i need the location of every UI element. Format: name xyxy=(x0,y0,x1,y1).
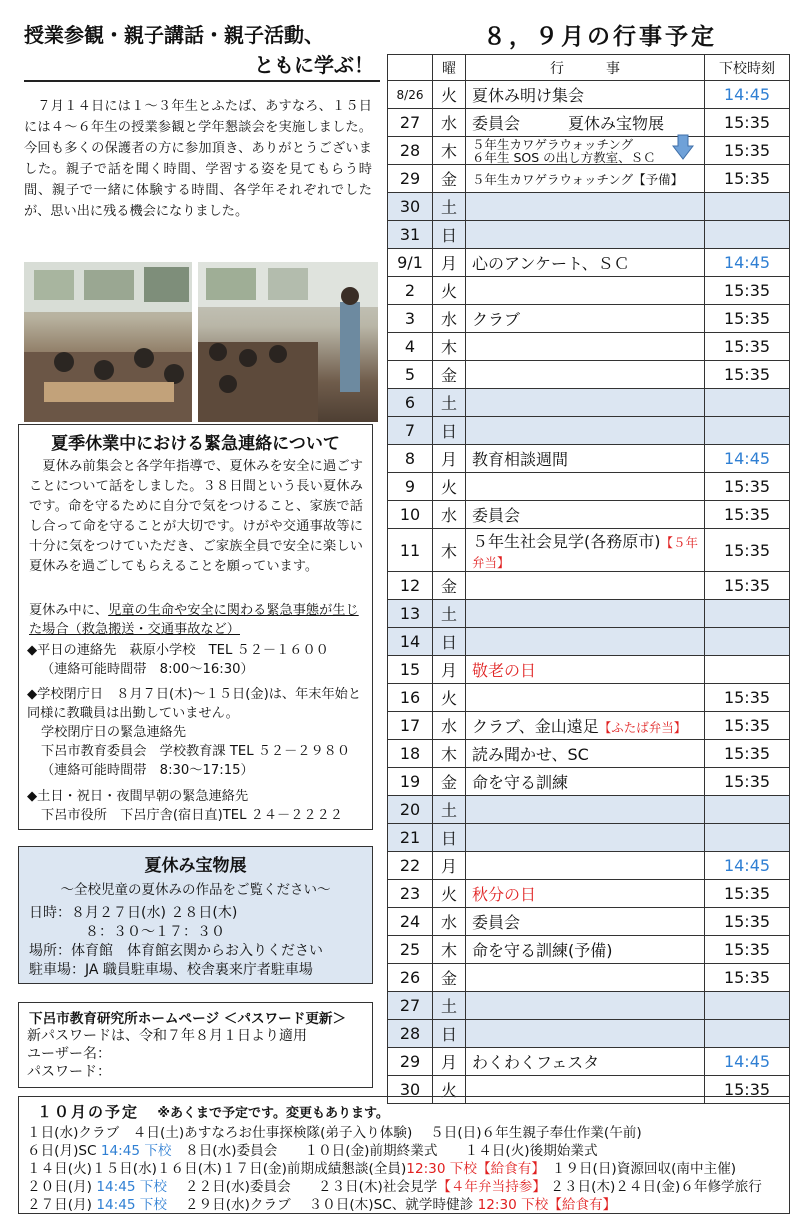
exhibit-details xyxy=(29,904,372,980)
schedule-row xyxy=(388,445,790,473)
schedule-time: 15:35 xyxy=(705,361,790,389)
schedule-event xyxy=(466,684,705,712)
october-line-2 xyxy=(27,1139,598,1159)
schedule-event-text: 委員会 xyxy=(472,506,521,525)
schedule-date: 9 xyxy=(388,473,433,501)
schedule-event xyxy=(466,1020,705,1048)
emergency-lead-plain: 夏休み中に、 xyxy=(29,603,109,618)
schedule-dow: 日 xyxy=(433,417,466,445)
schedule-time: 14:45 xyxy=(705,852,790,880)
emergency-weekday xyxy=(27,641,365,679)
article-title-line2: ともに学ぶ！ xyxy=(24,50,380,82)
schedule-event-text: わくわくフェスタ xyxy=(472,1053,600,1072)
schedule-time xyxy=(705,796,790,824)
schedule-row xyxy=(388,712,790,740)
schedule-date: 14 xyxy=(388,628,433,656)
schedule-time: 15:35 xyxy=(705,908,790,936)
schedule-dow: 木 xyxy=(433,333,466,361)
schedule-event-text: 命を守る訓練 xyxy=(472,773,569,792)
schedule-date: 26 xyxy=(388,964,433,992)
schedule-event xyxy=(466,852,705,880)
article-title xyxy=(24,20,380,82)
schedule-row xyxy=(388,473,790,501)
schedule-row xyxy=(388,740,790,768)
schedule-date: 17 xyxy=(388,712,433,740)
schedule-event xyxy=(466,417,705,445)
schedule-event xyxy=(466,501,705,529)
schedule-row xyxy=(388,333,790,361)
classroom-photo-2 xyxy=(198,262,378,422)
schedule-header xyxy=(388,55,790,81)
schedule-dow: 木 xyxy=(433,137,466,165)
schedule-dow: 水 xyxy=(433,109,466,137)
schedule-dow: 金 xyxy=(433,361,466,389)
article-body: ７月１４日には１～３年生とふたば、あすなろ、１５日には４～６年生の授業参観と学年懇談会を実施しました。今回も多くの保護者の方に参加頂き、ありがとうございました。親子で話を聞く時間、学習する姿を見てもらう時間、親子で一緒に体験する時間、各学年それぞれでしたが、思い出に残る機会になりました。 xyxy=(24,99,372,219)
schedule-date: 3 xyxy=(388,305,433,333)
schedule-time: 15:35 xyxy=(705,1076,790,1104)
schedule-time: 14:45 xyxy=(705,1048,790,1076)
schedule-row xyxy=(388,684,790,712)
schedule-time: 15:35 xyxy=(705,712,790,740)
password-title: 下呂市教育研究所ホームページ ＜パスワード更新＞ xyxy=(29,1011,347,1027)
schedule-date: 25 xyxy=(388,936,433,964)
schedule-date: 5 xyxy=(388,361,433,389)
october-l5b: 14:45 下校 xyxy=(96,1197,167,1213)
schedule-dow: 火 xyxy=(433,473,466,501)
schedule-dow: 金 xyxy=(433,572,466,600)
emergency-lead-underlined: 児童の生命や安全に関わる緊急事態が生じた場合（救急搬送・交通事故など） xyxy=(29,603,359,637)
october-l3c: １９日(日)資源回収(南中主催) xyxy=(538,1161,737,1177)
exhibit-box xyxy=(18,846,373,984)
schedule-row xyxy=(388,109,790,137)
closure-notice: ◆学校閉庁日 ８月７日(木)～１５日(金)は、年末年始と同様に教職員は出勤していません。 xyxy=(27,687,362,721)
exhibit-time: ８：３０～１７：３０ xyxy=(85,924,225,940)
schedule-event xyxy=(466,137,705,165)
october-l2c: ８日(水)委員会 １０日(金)前期終業式 １４日(火)後期始業式 xyxy=(171,1143,598,1159)
schedule-row xyxy=(388,880,790,908)
schedule-event xyxy=(466,277,705,305)
schedule-date: 29 xyxy=(388,165,433,193)
schedule-row xyxy=(388,936,790,964)
schedule-time xyxy=(705,824,790,852)
schedule-dow: 木 xyxy=(433,529,466,572)
schedule-event-text: ５年生カワゲラウォッチング【予備】 xyxy=(472,172,684,187)
schedule-date: 23 xyxy=(388,880,433,908)
october-schedule-box xyxy=(18,1096,790,1214)
exhibit-date: 日時：８月２７日(水) ２８日(木) xyxy=(29,905,238,921)
password-effective: 新パスワードは、令和７年８月１日より適用 xyxy=(27,1028,307,1044)
schedule-dow: 日 xyxy=(433,628,466,656)
closure-contact-label: 学校閉庁日の緊急連絡先 xyxy=(41,725,187,740)
schedule-row xyxy=(388,165,790,193)
schedule-row xyxy=(388,501,790,529)
schedule-time: 15:35 xyxy=(705,473,790,501)
schedule-date: 4 xyxy=(388,333,433,361)
october-l4e: ２３日(木)２４日(金)６年修学旅行 xyxy=(545,1179,762,1195)
october-l3b: 12:30 下校【給食有】 xyxy=(406,1161,539,1177)
schedule-dow: 水 xyxy=(433,501,466,529)
schedule-row xyxy=(388,852,790,880)
schedule-row xyxy=(388,1048,790,1076)
schedule-row xyxy=(388,417,790,445)
schedule-row xyxy=(388,305,790,333)
classroom-photo-1-graphic xyxy=(24,262,192,422)
october-l4d: 【４年弁当持参】 xyxy=(437,1179,546,1195)
october-line-5 xyxy=(27,1193,616,1213)
schedule-row xyxy=(388,389,790,417)
schedule-event-line1: ５年生カワゲラウォッチング xyxy=(472,136,634,152)
schedule-date: 8 xyxy=(388,445,433,473)
exhibit-title: 夏休み宝物展 xyxy=(144,856,247,876)
schedule-row xyxy=(388,361,790,389)
closure-hours: （連絡可能時間帯 8:30～17:15） xyxy=(41,763,254,778)
schedule-event xyxy=(466,628,705,656)
schedule-event-text: クラブ xyxy=(472,310,521,329)
schedule-dow: 金 xyxy=(433,165,466,193)
schedule-event xyxy=(466,249,705,277)
schedule-row xyxy=(388,221,790,249)
closure-contact: 下呂市教育委員会 学校教育課 TEL ５２－２９８０ xyxy=(41,744,351,759)
schedule-dow: 月 xyxy=(433,656,466,684)
schedule-event xyxy=(466,600,705,628)
schedule-dow: 月 xyxy=(433,852,466,880)
emergency-holiday xyxy=(27,787,365,825)
schedule-time: 14:45 xyxy=(705,249,790,277)
october-l4a: ２０日(月) xyxy=(27,1179,97,1195)
schedule-event-line2: ６年生 SOS の出し方教室、ＳＣ xyxy=(472,149,656,165)
schedule-time: 15:35 xyxy=(705,684,790,712)
schedule-date: 6 xyxy=(388,389,433,417)
schedule-time: 15:35 xyxy=(705,572,790,600)
schedule-row xyxy=(388,992,790,1020)
schedule-event xyxy=(466,740,705,768)
october-l4b: 14:45 下校 xyxy=(96,1179,167,1195)
schedule-date: 29 xyxy=(388,1048,433,1076)
schedule-event-text: 夏休み明け集会 xyxy=(472,86,585,105)
schedule-date: 18 xyxy=(388,740,433,768)
schedule-dow: 日 xyxy=(433,221,466,249)
schedule-event xyxy=(466,768,705,796)
schedule-event xyxy=(466,796,705,824)
schedule-date: 19 xyxy=(388,768,433,796)
schedule-date: 27 xyxy=(388,992,433,1020)
schedule-time xyxy=(705,656,790,684)
october-line-4 xyxy=(27,1175,762,1195)
schedule-date: 22 xyxy=(388,852,433,880)
schedule-time: 15:35 xyxy=(705,880,790,908)
schedule-time: 15:35 xyxy=(705,964,790,992)
schedule-event xyxy=(466,389,705,417)
october-l3a: １４日(火)１５日(水)１６日(木)１７日(金)前期成績懇談(全員) xyxy=(27,1161,407,1177)
october-l2a: ６日(月)SC xyxy=(27,1143,101,1159)
schedule-row xyxy=(388,824,790,852)
schedule-dow: 木 xyxy=(433,740,466,768)
schedule-date: 7 xyxy=(388,417,433,445)
schedule-date: 27 xyxy=(388,109,433,137)
schedule-event-text: 教育相談週間 xyxy=(472,450,569,469)
schedule-dow: 木 xyxy=(433,936,466,964)
schedule-event-text: クラブ、金山遠足 xyxy=(472,717,599,736)
october-l5c: ２９日(水)クラブ ３０日(木)SC、就学時健診 xyxy=(167,1197,478,1213)
holiday-contact: 下呂市役所 下呂庁舎(宿日直)TEL ２４－２２２２ xyxy=(41,808,343,823)
schedule-dow: 水 xyxy=(433,305,466,333)
schedule-dow: 火 xyxy=(433,880,466,908)
schedule-event xyxy=(466,936,705,964)
schedule-row xyxy=(388,249,790,277)
schedule-event xyxy=(466,712,705,740)
october-l5d: 12:30 下校【給食有】 xyxy=(477,1197,617,1213)
schedule-row xyxy=(388,656,790,684)
password-box xyxy=(18,1002,373,1088)
schedule-date: 16 xyxy=(388,684,433,712)
schedule-row xyxy=(388,81,790,109)
schedule-date: 2 xyxy=(388,277,433,305)
schedule-dow: 火 xyxy=(433,81,466,109)
password-username: ユーザー名： xyxy=(27,1046,111,1062)
schedule-row xyxy=(388,193,790,221)
schedule-event xyxy=(466,445,705,473)
schedule-date: 30 xyxy=(388,1076,433,1104)
schedule-date: 31 xyxy=(388,221,433,249)
schedule-row xyxy=(388,1020,790,1048)
schedule-title: ８，９月の行事予定 xyxy=(483,24,717,50)
schedule-dow: 水 xyxy=(433,712,466,740)
schedule-dow: 金 xyxy=(433,768,466,796)
schedule-time: 15:35 xyxy=(705,333,790,361)
schedule-row xyxy=(388,277,790,305)
schedule-time: 15:35 xyxy=(705,740,790,768)
schedule-table xyxy=(387,54,790,1104)
schedule-time: 15:35 xyxy=(705,529,790,572)
schedule-row xyxy=(388,600,790,628)
schedule-time: 15:35 xyxy=(705,165,790,193)
schedule-dow: 月 xyxy=(433,249,466,277)
schedule-date: 28 xyxy=(388,1020,433,1048)
emergency-title: 夏季休業中における緊急連絡について xyxy=(51,434,340,454)
schedule-event-highlight: 【５年弁当】 xyxy=(472,535,699,570)
header-dow: 曜 xyxy=(433,55,466,81)
schedule-date: 8/26 xyxy=(388,81,433,109)
arrow-down-icon xyxy=(672,134,694,160)
schedule-row xyxy=(388,572,790,600)
schedule-date: 12 xyxy=(388,572,433,600)
schedule-time xyxy=(705,221,790,249)
october-l2b: 14:45 下校 xyxy=(100,1143,172,1159)
emergency-closure xyxy=(27,685,365,780)
schedule-date: 24 xyxy=(388,908,433,936)
schedule-event xyxy=(466,656,705,684)
schedule-row xyxy=(388,964,790,992)
schedule-event-text: 委員会 夏休み宝物展 xyxy=(472,114,665,133)
schedule-date: 28 xyxy=(388,137,433,165)
schedule-time: 15:35 xyxy=(705,936,790,964)
schedule-dow: 火 xyxy=(433,277,466,305)
schedule-time xyxy=(705,193,790,221)
schedule-event xyxy=(466,221,705,249)
schedule-time: 15:35 xyxy=(705,305,790,333)
schedule-dow: 水 xyxy=(433,908,466,936)
schedule-dow: 土 xyxy=(433,796,466,824)
schedule-time: 15:35 xyxy=(705,501,790,529)
schedule-event-text: ５年生社会見学(各務原市) xyxy=(472,532,661,551)
schedule-dow: 月 xyxy=(433,1048,466,1076)
schedule-date: 13 xyxy=(388,600,433,628)
schedule-date: 11 xyxy=(388,529,433,572)
emergency-lead xyxy=(29,601,363,639)
schedule-event-text: 命を守る訓練(予備) xyxy=(472,941,613,960)
schedule-event xyxy=(466,109,705,137)
schedule-row xyxy=(388,908,790,936)
october-l4c: ２２日(水)委員会 ２３日(木)社会見学 xyxy=(167,1179,438,1195)
schedule-dow: 土 xyxy=(433,600,466,628)
schedule-event xyxy=(466,572,705,600)
password-value: パスワード： xyxy=(27,1064,111,1080)
schedule-time xyxy=(705,389,790,417)
password-details xyxy=(27,1027,372,1081)
holiday-contact-label: ◆土日・祝日・夜間早朝の緊急連絡先 xyxy=(27,789,249,804)
emergency-intro: 夏休み前集会と各学年指導で、夏休みを安全に過ごすことについて話をしました。３８日間という長い夏休みです。命を守るために自分で気をつけること、家族で話し合って命を守ることが大切です。けがや交通事故等に十分に気をつけていただき、ご家族全員で安全に楽しい夏休みを過ごしてもらえることを願っています。 xyxy=(29,459,363,574)
schedule-event xyxy=(466,824,705,852)
schedule-event xyxy=(466,880,705,908)
schedule-event xyxy=(466,908,705,936)
classroom-photo-1 xyxy=(24,262,192,422)
schedule-date: 20 xyxy=(388,796,433,824)
schedule-dow: 土 xyxy=(433,992,466,1020)
schedule-row xyxy=(388,768,790,796)
october-title: １０月の予定 xyxy=(37,1103,140,1121)
emergency-contact-box xyxy=(18,424,373,830)
schedule-dow: 金 xyxy=(433,964,466,992)
schedule-event xyxy=(466,193,705,221)
schedule-time xyxy=(705,1020,790,1048)
exhibit-place: 場所：体育館 体育館玄関からお入りください xyxy=(29,943,323,959)
schedule-time: 15:35 xyxy=(705,137,790,165)
schedule-time xyxy=(705,992,790,1020)
schedule-time: 14:45 xyxy=(705,445,790,473)
classroom-photo-2-graphic xyxy=(198,262,378,422)
schedule-dow: 火 xyxy=(433,684,466,712)
article-title-line1: 授業参観・親子講話・親子活動、 xyxy=(24,23,324,47)
exhibit-subtitle: ～全校児童の夏休みの作品をご覧ください～ xyxy=(60,882,331,898)
header-date xyxy=(388,55,433,81)
schedule-date: 10 xyxy=(388,501,433,529)
schedule-event xyxy=(466,473,705,501)
schedule-date: 9/1 xyxy=(388,249,433,277)
schedule-dow: 土 xyxy=(433,193,466,221)
october-note: ※あくまで予定です。変更もあります。 xyxy=(157,1106,389,1121)
schedule-time: 15:35 xyxy=(705,277,790,305)
schedule-event xyxy=(466,1048,705,1076)
schedule-time: 15:35 xyxy=(705,768,790,796)
october-line-1: １日(水)クラブ ４日(土)あすなろお仕事探検隊(弟子入り体験) ５日(日)６年生親子奉仕作業(午前) xyxy=(27,1125,642,1141)
schedule-event xyxy=(466,305,705,333)
schedule-row xyxy=(388,628,790,656)
schedule-dow: 土 xyxy=(433,389,466,417)
schedule-event-text: 読み聞かせ、SC xyxy=(472,745,589,764)
weekday-contact: ◆平日の連絡先 萩原小学校 TEL ５２－１６００ xyxy=(27,643,329,658)
schedule-time xyxy=(705,600,790,628)
exhibit-parking: 駐車場：JA 職員駐車場、校舎裏来庁者駐車場 xyxy=(29,962,313,978)
schedule-event-highlight: 敬老の日 xyxy=(472,661,537,680)
schedule-time xyxy=(705,628,790,656)
schedule-row xyxy=(388,529,790,572)
schedule-date: 21 xyxy=(388,824,433,852)
schedule-event-text: 委員会 xyxy=(472,913,521,932)
schedule-dow: 日 xyxy=(433,824,466,852)
schedule-row xyxy=(388,796,790,824)
schedule-event xyxy=(466,165,705,193)
october-l5a: ２７日(月) xyxy=(27,1197,97,1213)
schedule-event xyxy=(466,361,705,389)
schedule-event-highlight: 【ふたば弁当】 xyxy=(598,720,687,735)
weekday-hours: （連絡可能時間帯 8:00～16:30） xyxy=(41,662,254,677)
schedule-row xyxy=(388,137,790,165)
schedule-time xyxy=(705,417,790,445)
schedule-event-highlight: 秋分の日 xyxy=(472,885,537,904)
schedule-date: 15 xyxy=(388,656,433,684)
schedule-event-text: 心のアンケート、ＳＣ xyxy=(472,254,630,273)
schedule-event xyxy=(466,992,705,1020)
october-heading xyxy=(37,1101,389,1122)
schedule-event xyxy=(466,964,705,992)
schedule-time: 15:35 xyxy=(705,109,790,137)
schedule-event xyxy=(466,529,705,572)
schedule-dow: 日 xyxy=(433,1020,466,1048)
schedule-dow: 月 xyxy=(433,445,466,473)
schedule-dow: 火 xyxy=(433,1076,466,1104)
schedule-event xyxy=(466,333,705,361)
schedule-event xyxy=(466,81,705,109)
header-event: 行 事 xyxy=(466,55,705,81)
header-time: 下校時刻 xyxy=(705,55,790,81)
october-line-3 xyxy=(27,1157,736,1177)
schedule-time: 14:45 xyxy=(705,81,790,109)
schedule-date: 30 xyxy=(388,193,433,221)
